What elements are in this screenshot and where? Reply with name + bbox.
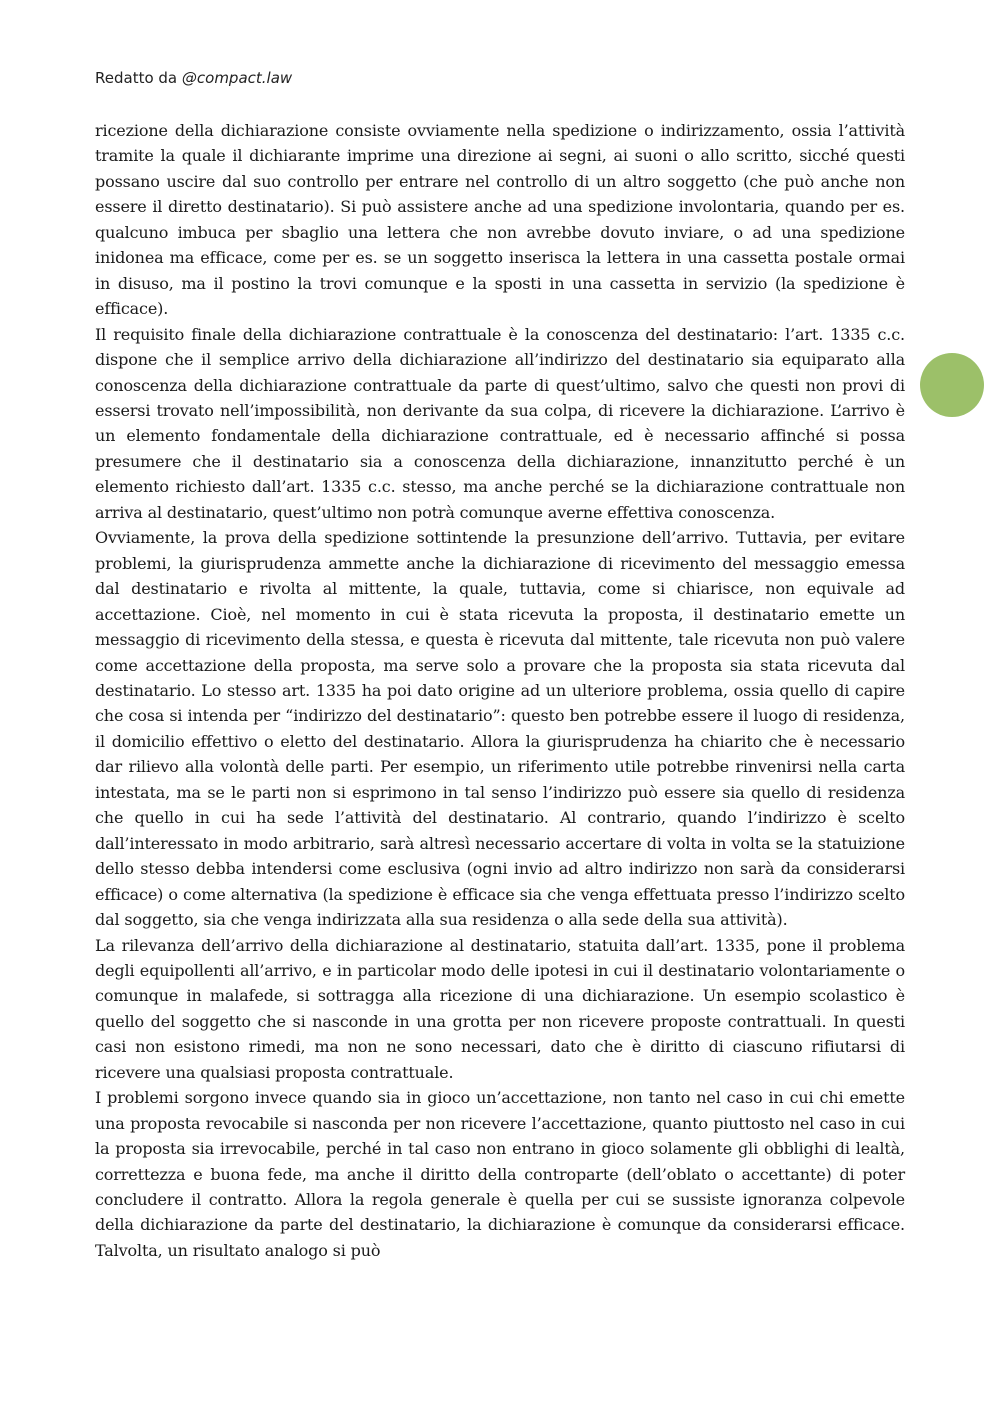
paragraph: I problemi sorgono invece quando sia in gioco un’accettazione, non tanto nel caso in cui chi emette una proposta revocabile si nasconda per non ricevere l’accettazione, quanto piuttosto nel caso in cui la proposta sia irrevocabile, perché in tal caso non entrano in gioco solamente gli obblighi di lealtà, correttezza e buona fede, ma anche il diritto della controparte (dell’oblato o accettante) di poter concludere il contratto. Allora la regola generale è quella per cui se sussiste ignoranza colpevole della dichiarazione da parte del destinatario, la dichiarazione è comunque da considerarsi efficace. Talvolta, un risultato analogo si può <box>95 1088 905 1260</box>
paragraph: Il requisito finale della dichiarazione contrattuale è la conoscenza del destinatario: l’art. 1335 c.c. dispone che il semplice arrivo della dichiarazione all’indirizzo del destinatario sia equiparato alla conoscenza della dichiarazione contrattuale da parte di quest’ultimo, salvo che questi non provi di essersi trovato nell’impossibilità, non derivante da sua colpa, di ricevere la dichiarazione. L’arrivo è un elemento fondamentale della dichiarazione contrattuale, ed è necessario affinché si possa presumere che il destinatario sia a conoscenza della dichiarazione, innanzitutto perché è un elemento richiesto dall’art. 1335 c.c. stesso, ma anche perché se la dichiarazione contrattuale non arriva al destinatario, quest’ultimo non potrà comunque averne effettiva conoscenza. <box>95 324 905 522</box>
document-body <box>95 118 905 1263</box>
page-header <box>95 69 292 87</box>
green-circle-marker <box>920 353 984 417</box>
paragraph: ricezione della dichiarazione consiste ovviamente nella spedizione o indirizzamento, ossia l’attività tramite la quale il dichiarante imprime una direzione ai segni, ai suoni o allo scritto, sicché questi possano uscire dal suo controllo per entrare nel controllo di un altro soggetto (che può anche non essere il diretto destinatario). Si può assistere anche ad una spedizione involontaria, quando per es. qualcuno imbuca per sbaglio una lettera che non avrebbe dovuto inviare, o ad una spedizione inidonea ma efficace, come per es. se un soggetto inserisca la lettera in una cassetta postale ormai in disuso, ma il postino la trovi comunque e la sposti in una cassetta in servizio (la spedizione è efficace). <box>95 121 905 319</box>
header-prefix: Redatto da <box>95 69 182 87</box>
paragraph: La rilevanza dell’arrivo della dichiarazione al destinatario, statuita dall’art. 1335, pone il problema degli equipollenti all’arrivo, e in particolar modo delle ipotesi in cui il destinatario volontariamente o comunque in malafede, si sottragga alla ricezione di una dichiarazione. Un esempio scolastico è quello del soggetto che si nasconde in una grotta per non ricevere proposte contrattuali. In questi casi non esistono rimedi, ma non ne sono necessari, dato che è diritto di ciascuno rifiutarsi di ricevere una qualsiasi proposta contrattuale. <box>95 935 905 1082</box>
author-handle: @compact.law <box>181 69 293 87</box>
paragraph: Ovviamente, la prova della spedizione sottintende la presunzione dell’arrivo. Tuttavia, per evitare problemi, la giurisprudenza ammette anche la dichiarazione di ricevimento del messaggio emessa dal destinatario e rivolta al mittente, la quale, tuttavia, come si chiarisce, non equivale ad accettazione. Cioè, nel momento in cui è stata ricevuta la proposta, il destinatario emette un messaggio di ricevimento della stessa, e questa è ricevuta dal mittente, tale ricevuta non può valere come accettazione della proposta, ma serve solo a provare che la proposta sia stata ricevuta dal destinatario. Lo stesso art. 1335 ha poi dato origine ad un ulteriore problema, ossia quello di capire che cosa si intenda per “indirizzo del destinatario”: questo ben potrebbe essere il luogo di residenza, il domicilio effettivo o eletto del destinatario. Allora la giurisprudenza ha chiarito che è necessario dar rilievo alla volontà delle parti. Per esempio, un riferimento utile potrebbe rinvenirsi nella carta intestata, ma se le parti non si esprimono in tal senso l’indirizzo può essere sia quello di residenza che quello in cui ha sede l’attività del destinatario. Al contrario, quando l’indirizzo è scelto dall’interessato in modo arbitrario, sarà altresì necessario accertare di volta in volta se la statuizione dello stesso debba intendersi come esclusiva (ogni invio ad altro indirizzo non sarà da considerarsi efficace) o come alternativa (la spedizione è efficace sia che venga effettuata presso l’indirizzo scelto dal soggetto, sia che venga indirizzata alla sua residenza o alla sede della sua attività). <box>95 528 905 930</box>
